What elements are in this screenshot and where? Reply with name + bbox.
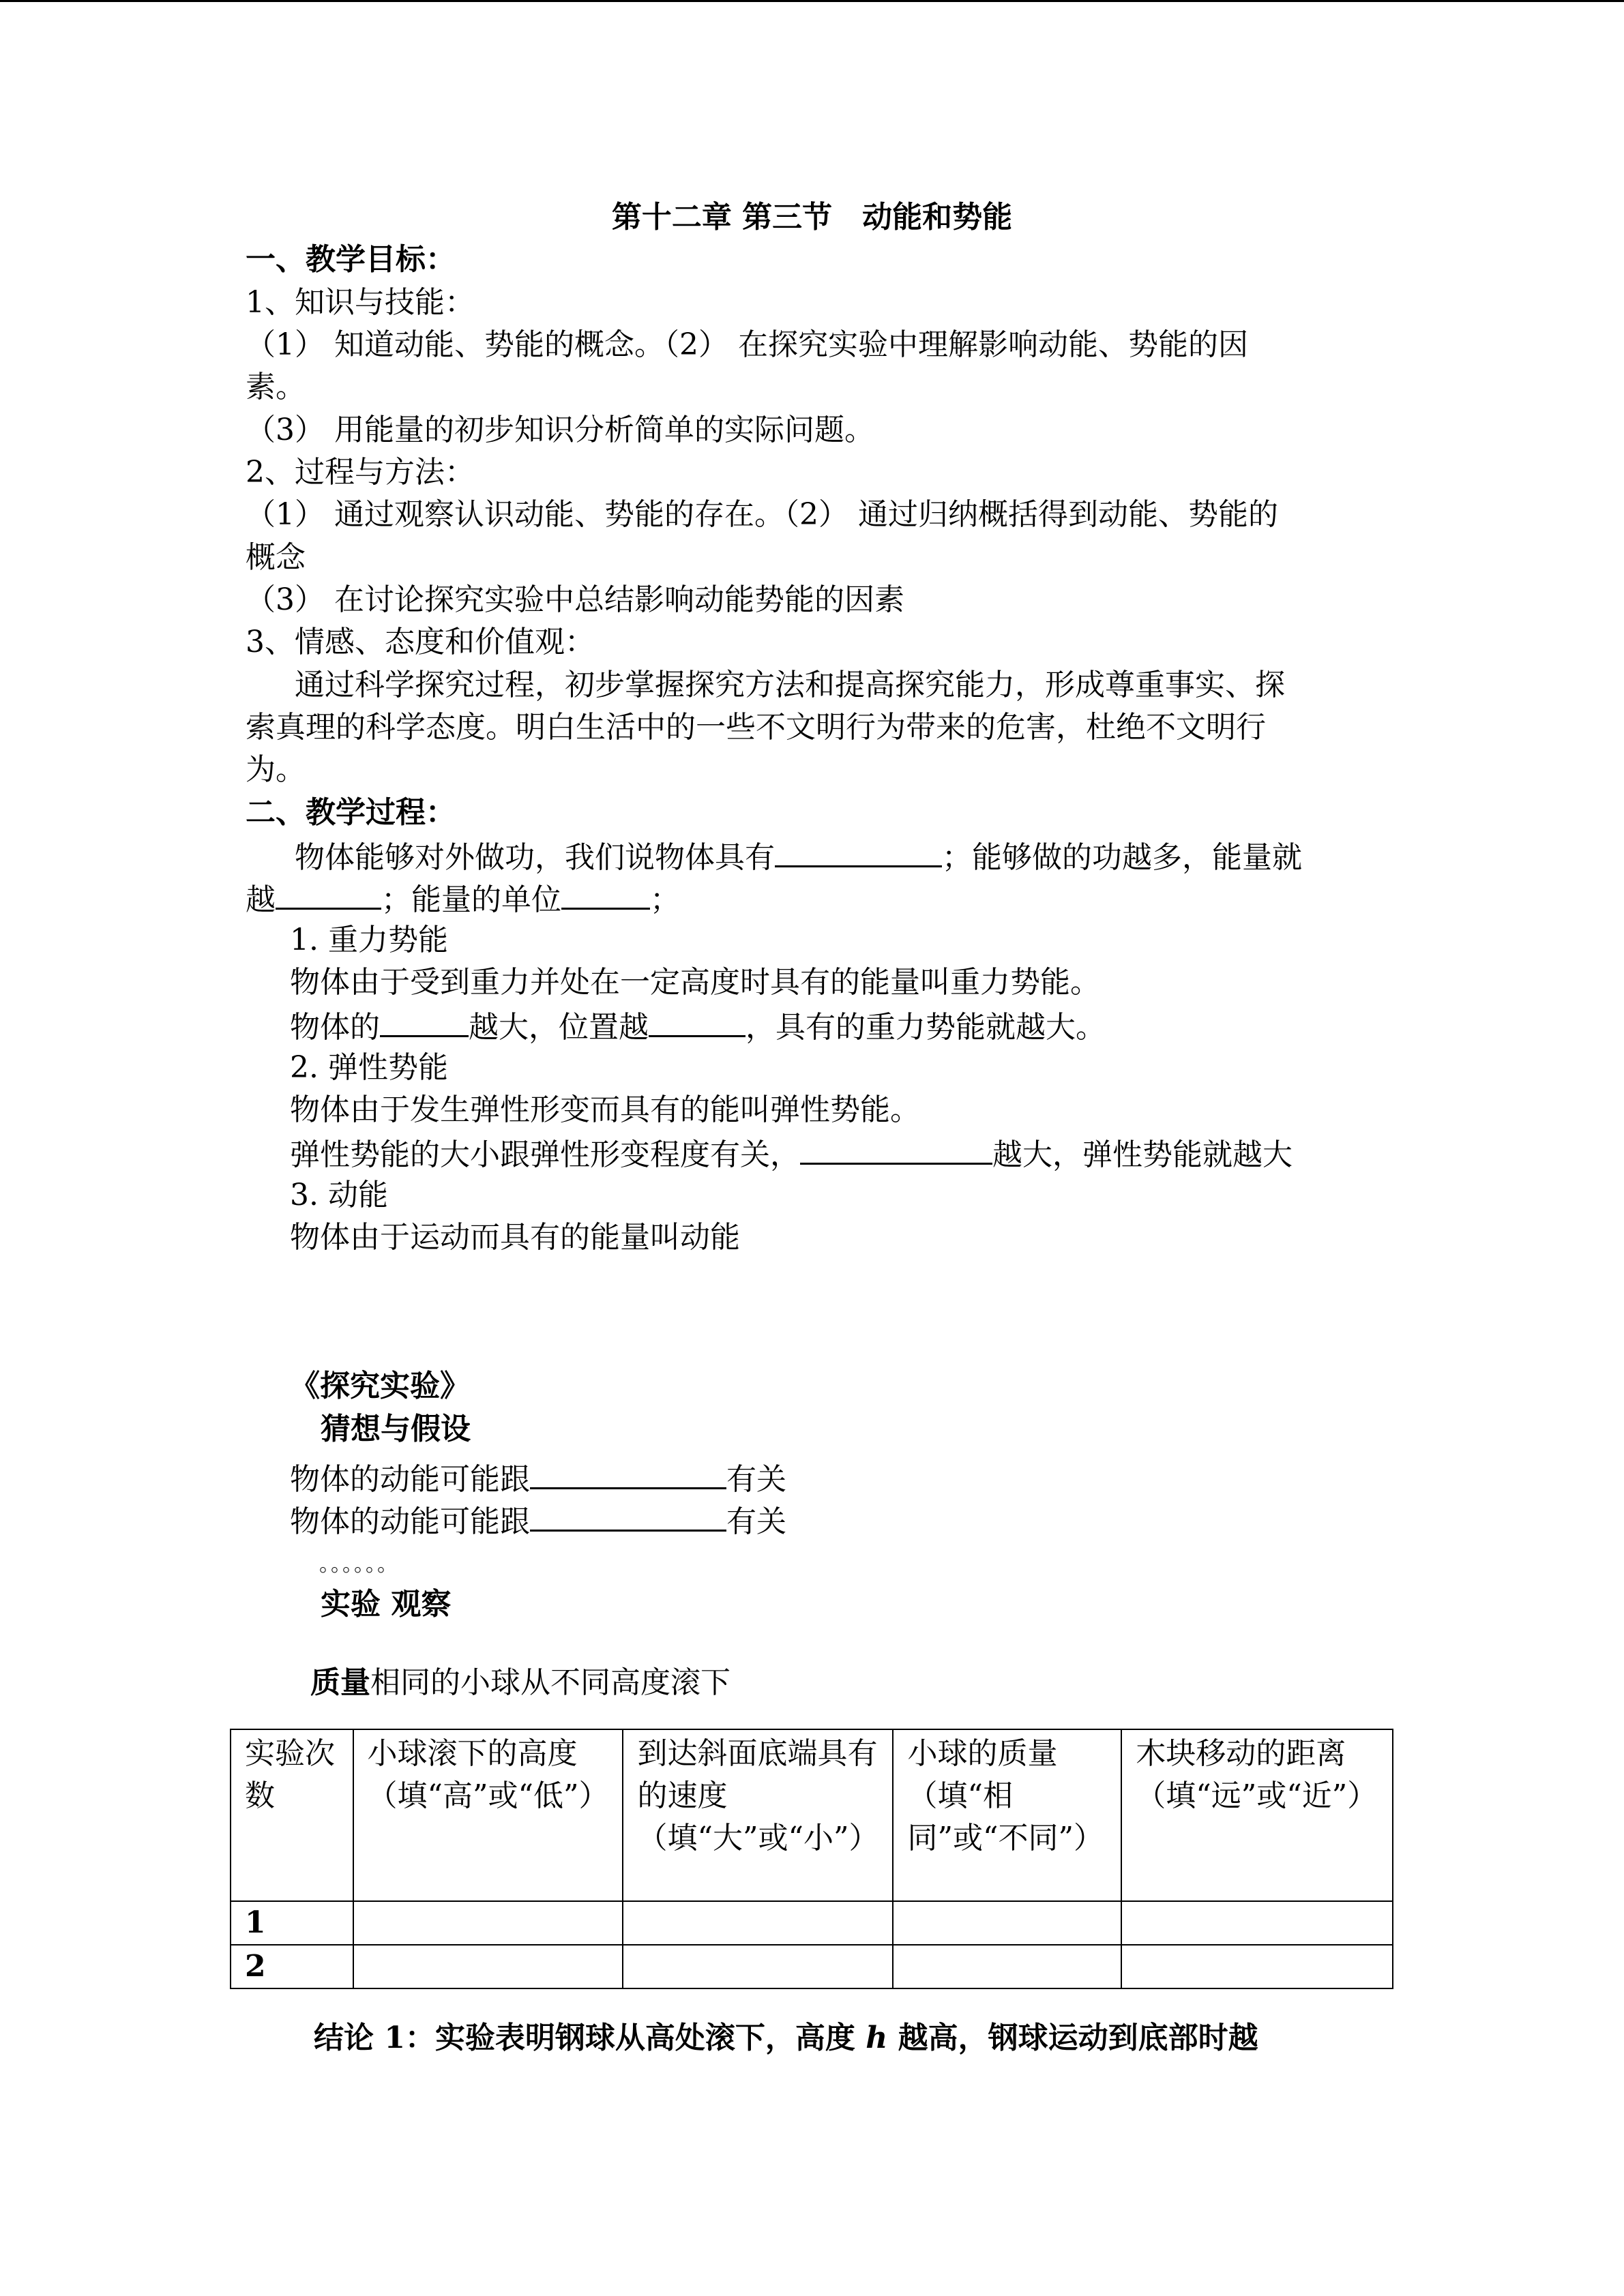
hypothesis-line-1 [290,1456,786,1501]
energy-intro-text-d: ；能量的单位 [381,882,561,917]
header-ball-mass: 小球的质量（填“相同”或“不同”） [893,1729,1121,1901]
observe-title: 实验 观察 [321,1587,452,1622]
row-1-height[interactable] [353,1901,623,1945]
page-top-border [0,0,1624,2]
gravity-def: 物体由于受到重力并处在一定高度时具有的能量叫重力势能。 [290,965,1100,1000]
row-2-distance[interactable] [1121,1945,1393,1988]
row-1-mass[interactable] [893,1901,1121,1945]
experiment-table [230,1729,1393,1989]
process-line1-cont: 概念 [246,540,306,575]
gravity-fill-a: 物体的 [290,1010,380,1045]
row-1-trial: 1 [231,1901,353,1945]
knowledge-line1: （1） 知道动能、势能的概念。（2） 在探究实验中理解影响动能、势能的因 [246,327,1248,362]
energy-intro-text-a: 物体能够对外做功，我们说物体具有 [295,840,775,875]
knowledge-line1-cont: 素。 [246,370,306,404]
energy-intro-text-c: 越 [246,882,276,917]
blank-unit[interactable] [561,876,650,910]
elastic-fill-b: 越大，弹性势能就越大 [992,1137,1293,1172]
elastic-fill-a: 弹性势能的大小跟弹性形变程度有关， [290,1137,800,1172]
header-roll-height: 小球滚下的高度（填“高”或“低”） [353,1729,623,1901]
table-row [231,1901,1393,1945]
hypothesis-prefix-1: 物体的动能可能跟 [290,1462,530,1497]
hypothesis-line-2 [290,1498,786,1543]
attitude-para-l2: 索真理的科学态度。明白生活中的一些不文明行为带来的危害，杜绝不文明行 [246,710,1266,745]
energy-intro-line2 [246,876,680,921]
energy-intro-text-e: ； [650,882,680,917]
section-heading-process: 二、教学过程： [246,795,456,830]
blank-hypothesis-1[interactable] [530,1456,726,1489]
gravity-fill-b: 越大，位置越 [469,1010,649,1045]
header-bottom-speed: 到达斜面底端具有的速度（填“大”或“小”） [623,1729,893,1901]
conclusion-text-b: 越高，钢球运动到底部时越 [887,2021,1258,2055]
kinetic-def: 物体由于运动而具有的能量叫动能 [290,1220,740,1255]
energy-intro-text-b: ；能够做的功越多，能量就 [942,840,1302,875]
knowledge-line2: （3） 用能量的初步知识分析简单的实际问题。 [246,413,874,447]
hypothesis-suffix-1: 有关 [726,1462,786,1497]
blank-height[interactable] [649,1004,745,1037]
ellipsis-dots: 。。。。。。 [319,1553,399,1577]
hypothesis-prefix-2: 物体的动能可能跟 [290,1504,530,1539]
experiment-title: 《探究实验》 [290,1369,470,1403]
elastic-fill-line [290,1131,1293,1176]
hypothesis-title: 猜想与假设 [321,1412,471,1446]
conclusion-text-a: 结论 1：实验表明钢球从高处滚下，高度 [314,2021,866,2055]
row-2-trial: 2 [231,1945,353,1988]
attitude-para-l3: 为。 [246,752,306,787]
gravity-title: 1. 重力势能 [290,923,448,957]
header-block-distance: 木块移动的距离（填“远”或“近”） [1121,1729,1393,1901]
elastic-def: 物体由于发生弹性形变而具有的能叫弹性势能。 [290,1092,920,1127]
energy-intro-line1 [295,834,1302,879]
process-label: 2、过程与方法： [246,455,475,490]
process-line1: （1） 通过观察认识动能、势能的存在。（2） 通过归纳概括得到动能、势能的 [246,497,1278,532]
blank-deformation[interactable] [800,1131,992,1165]
row-1-distance[interactable] [1121,1901,1393,1945]
attitude-para-l1: 通过科学探究过程，初步掌握探究方法和提高探究能力，形成尊重事实、探 [295,668,1285,702]
row-2-speed[interactable] [623,1945,893,1988]
gravity-fill-line [290,1004,1106,1049]
hypothesis-suffix-2: 有关 [726,1504,786,1539]
table-row [231,1945,1393,1988]
row-1-speed[interactable] [623,1901,893,1945]
page-title: 第十二章 第三节 动能和势能 [611,200,1013,235]
blank-more[interactable] [276,876,381,910]
row-2-mass[interactable] [893,1945,1121,1988]
gravity-fill-c: ，具有的重力势能就越大。 [745,1010,1106,1045]
section-heading-goals: 一、教学目标： [246,242,456,277]
elastic-title: 2. 弹性势能 [290,1050,448,1085]
table-header-row [231,1729,1393,1901]
header-trial-count: 实验次数 [231,1729,353,1901]
kinetic-title: 3. 动能 [290,1178,388,1212]
conclusion-line [314,2017,1258,2059]
blank-energy[interactable] [775,834,942,867]
knowledge-label: 1、知识与技能： [246,285,475,320]
blank-mass[interactable] [380,1004,469,1037]
setup-bold: 质量 [310,1665,370,1700]
process-line2: （3） 在讨论探究实验中总结影响动能势能的因素 [246,582,904,617]
setup-rest: 相同的小球从不同高度滚下 [370,1665,730,1700]
attitude-label: 3、情感、态度和价值观： [246,625,595,659]
row-2-height[interactable] [353,1945,623,1988]
conclusion-h-symbol: h [866,2021,888,2055]
experiment-setup-line [310,1662,730,1704]
blank-hypothesis-2[interactable] [530,1498,726,1532]
